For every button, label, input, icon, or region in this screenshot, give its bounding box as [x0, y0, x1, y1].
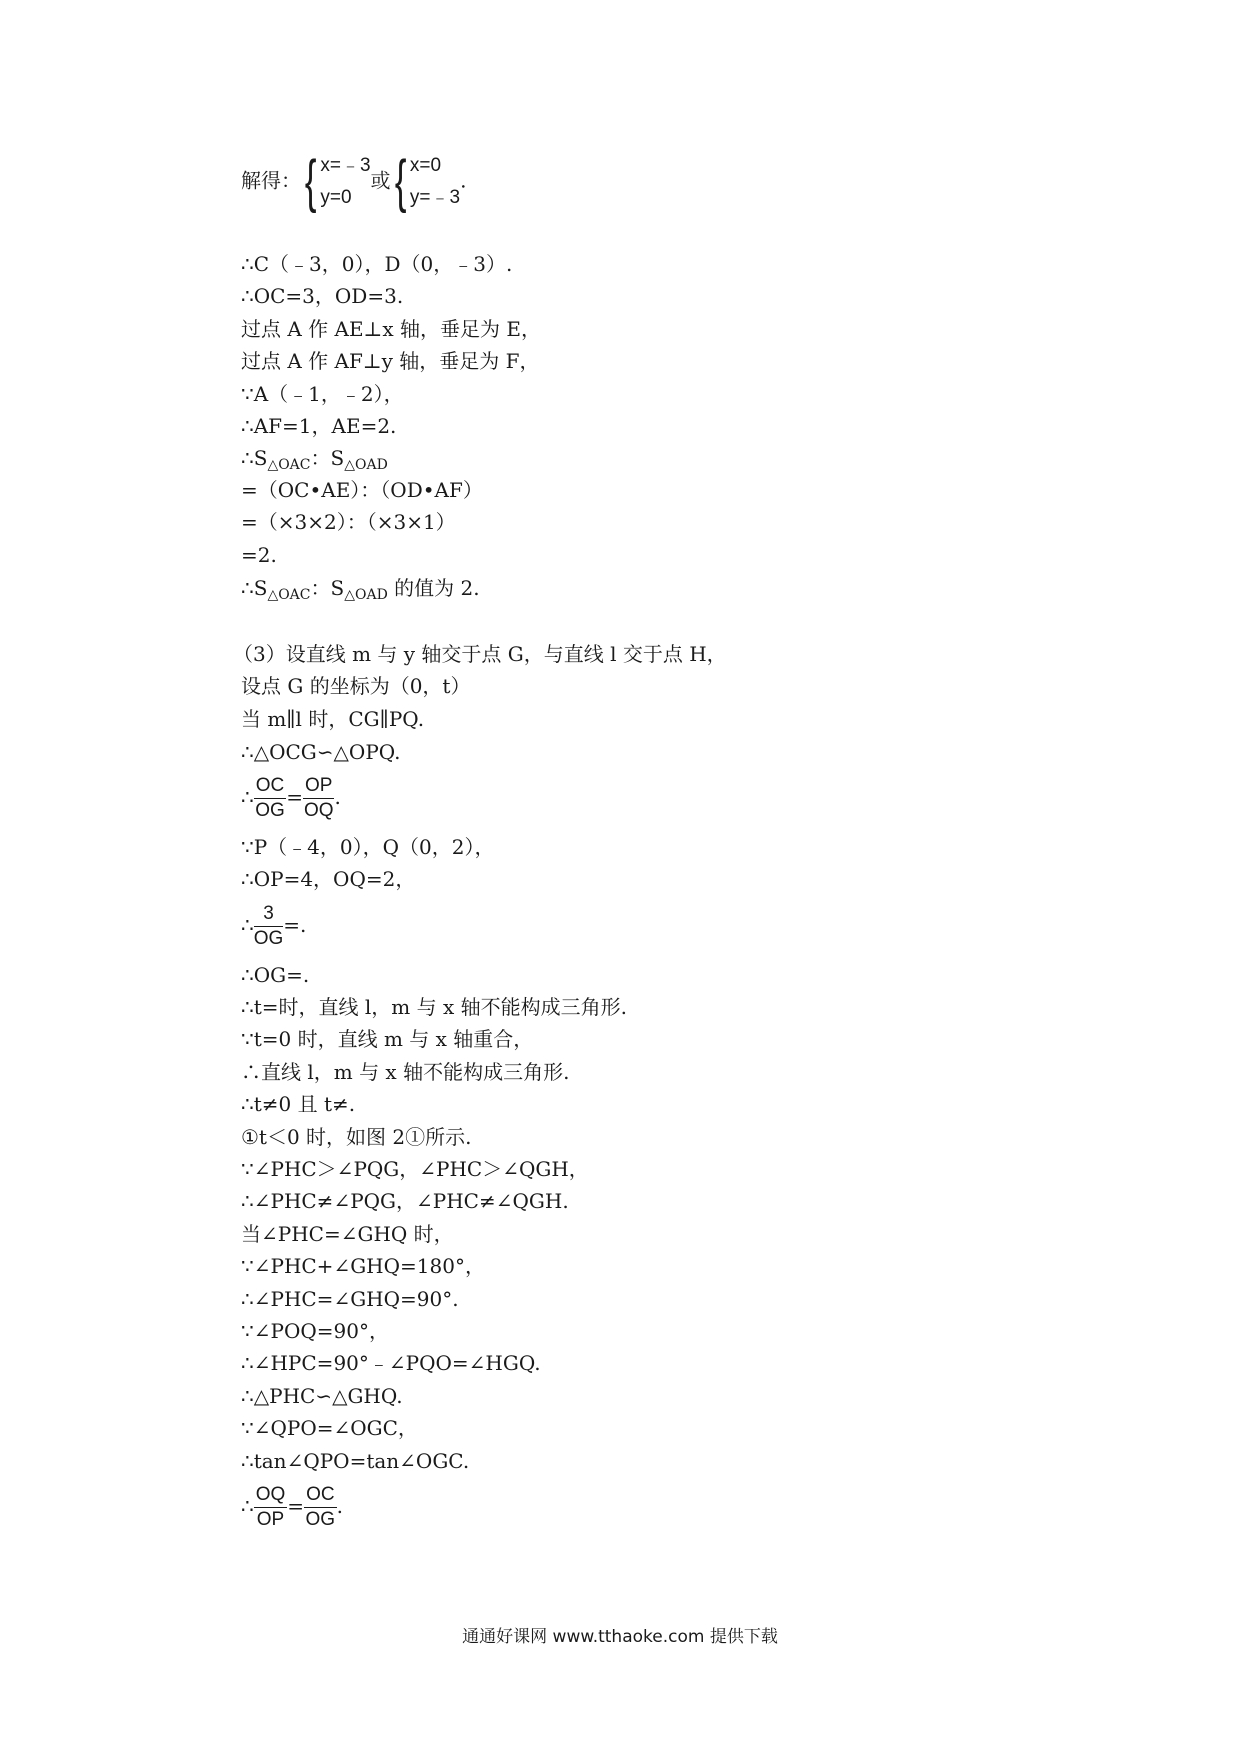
or-word: 或: [370, 168, 391, 193]
area-ratio-line: [241, 445, 388, 474]
system-2-row-2: y=﹣3: [409, 187, 461, 208]
frac3-num-1: OQ: [254, 1483, 288, 1508]
fraction-line-3: [241, 1483, 343, 1532]
result-suffix: 的值为 2.: [387, 576, 480, 600]
part3-line: ∴∠PHC=∠GHQ=90°.: [241, 1287, 459, 1311]
fraction-oc-og-2: [304, 1483, 337, 1532]
part3-line: ∴t=时，直线 l，m 与 x 轴不能构成三角形.: [241, 995, 627, 1019]
text-line: 过点 A 作 AF⊥y 轴，垂足为 F，: [241, 349, 540, 373]
system-2-row-1: x=0: [409, 155, 442, 176]
part3-line: ∵t=0 时，直线 m 与 x 轴重合，: [241, 1027, 534, 1051]
system-1-row-2: y=0: [320, 187, 352, 208]
text-line: ∴OC=3，OD=3.: [241, 284, 404, 308]
fraction-3-og: [254, 902, 284, 951]
part3-line: ∵∠PHC+∠GHQ=180°，: [241, 1254, 485, 1278]
frac1-eq: =: [286, 785, 303, 809]
frac1-suffix: .: [334, 785, 341, 809]
system-end: .: [460, 168, 467, 193]
part3-line: ∴∠PHC≠∠PQG，∠PHC≠∠QGH.: [241, 1189, 569, 1213]
frac2-num: 3: [254, 902, 284, 927]
fraction-oq-op: [254, 1483, 288, 1532]
part3-line: 当 m∥l 时，CG∥PQ.: [241, 707, 425, 731]
fraction-line-2: [241, 902, 306, 951]
frac1-den-1: OG: [255, 800, 285, 821]
frac1-num-2: OP: [303, 774, 334, 799]
equation-system-line: [241, 150, 466, 214]
frac1-den-2: OQ: [303, 800, 334, 821]
system-2: { x=0 y=﹣3: [394, 149, 461, 214]
frac3-prefix: ∴: [241, 1494, 254, 1518]
part3-line: ∴t≠0 且 t≠.: [241, 1092, 356, 1116]
frac3-den-2: OG: [305, 1509, 336, 1530]
frac1-prefix: ∴: [241, 785, 254, 809]
part3-line: ∵∠PHC＞∠PQG，∠PHC＞∠QGH，: [241, 1157, 589, 1181]
part3-line: ∵∠POQ=90°，: [241, 1319, 389, 1343]
part3-line: ∴△PHC∽△GHQ.: [241, 1384, 403, 1408]
part3-line: ∴直线 l，m 与 x 轴不能构成三角形.: [241, 1060, 570, 1084]
fraction-oc-og: [254, 774, 287, 823]
area-ratio-result: [241, 575, 480, 604]
part3-line: （3）设直线 m 与 y 轴交于点 G，与直线 l 交于点 H，: [233, 642, 727, 666]
system-1-row-1: x=﹣3: [320, 155, 371, 176]
frac3-num-2: OC: [304, 1483, 337, 1508]
fraction-line-1: [241, 774, 341, 823]
frac1-num-1: OC: [254, 774, 287, 799]
result-mid: ：S: [310, 576, 345, 600]
ratio-sub-1: △OAC: [267, 457, 311, 473]
result-sub-1: △OAC: [267, 587, 311, 603]
part3-line: ∴△OCG∽△OPQ.: [241, 740, 401, 764]
ratio-prefix: ∴S: [241, 446, 268, 470]
frac3-suffix: .: [336, 1494, 343, 1518]
part3-line: ∴OG=.: [241, 963, 310, 987]
part3-line: 设点 G 的坐标为（0，t）: [241, 674, 471, 698]
result-sub-2: △OAD: [344, 587, 388, 603]
text-line: =（×3×2）：（×3×1）: [241, 510, 456, 534]
part3-line: 当∠PHC=∠GHQ 时，: [241, 1222, 454, 1246]
system-1: { x=﹣3 y=0: [304, 149, 371, 214]
frac3-den-1: OP: [256, 1509, 285, 1530]
result-prefix: ∴S: [241, 576, 268, 600]
part3-line: ①t＜0 时，如图 2①所示.: [241, 1125, 472, 1149]
text-line: 过点 A 作 AE⊥x 轴，垂足为 E，: [241, 317, 541, 341]
frac2-prefix: ∴: [241, 913, 254, 937]
frac2-suffix: =.: [283, 913, 307, 937]
page-footer: 通通好课网 www.tthaoke.com 提供下载: [462, 1627, 778, 1647]
ratio-sub-2: △OAD: [344, 457, 388, 473]
text-line: ∴AF=1，AE=2.: [241, 414, 397, 438]
system-intro: 解得：: [241, 168, 301, 193]
part3-line: ∴OP=4，OQ=2，: [241, 867, 416, 891]
frac2-den: OG: [253, 928, 284, 949]
part3-line: ∴tan∠QPO=tan∠OGC.: [241, 1449, 470, 1473]
text-line: =（OC•AE）：（OD•AF）: [241, 478, 483, 502]
text-line: =2.: [241, 543, 277, 567]
fraction-op-oq: [303, 774, 334, 823]
frac3-eq: =: [287, 1494, 305, 1518]
text-line: ∴C（﹣3，0），D（0，﹣3）.: [241, 252, 513, 276]
part3-line: ∴∠HPC=90°﹣∠PQO=∠HGQ.: [241, 1351, 541, 1375]
ratio-mid: ：S: [310, 446, 345, 470]
text-line: ∵A（﹣1，﹣2），: [241, 382, 404, 406]
part3-line: ∵P（﹣4，0），Q（0，2），: [241, 835, 495, 859]
part3-line: ∵∠QPO=∠OGC，: [241, 1416, 418, 1440]
